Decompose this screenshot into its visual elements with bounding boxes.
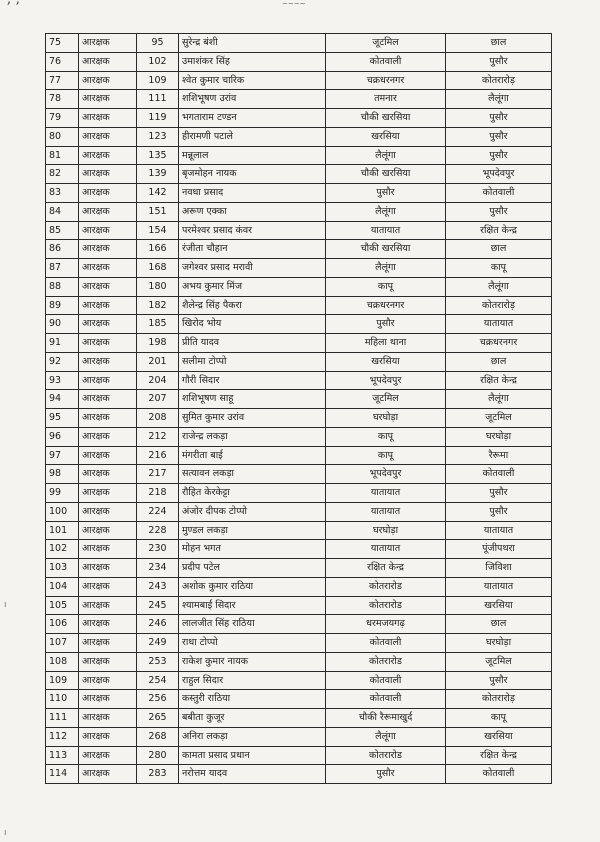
new-posting-cell: यातायात (446, 521, 552, 540)
rank-cell: आरक्षक (79, 577, 137, 596)
serial-number-cell: 84 (46, 202, 79, 221)
current-posting-cell: खरसिया (326, 352, 446, 371)
table-row (46, 146, 552, 165)
current-posting-cell: लैलूंगा (326, 727, 446, 746)
serial-number-cell: 98 (46, 465, 79, 484)
badge-number-cell: 109 (137, 71, 179, 90)
table-row (46, 502, 552, 521)
badge-number-cell: 217 (137, 465, 179, 484)
table-row (46, 371, 552, 390)
table-row (46, 484, 552, 503)
name-cell: मन्नूलाल (179, 146, 326, 165)
serial-number-cell: 104 (46, 577, 79, 596)
rank-cell: आरक्षक (79, 71, 137, 90)
current-posting-cell: लैलूंगा (326, 259, 446, 278)
serial-number-cell: 97 (46, 446, 79, 465)
new-posting-cell: पुसौर (446, 109, 552, 128)
new-posting-cell: चक्रधरनगर (446, 334, 552, 353)
badge-number-cell: 123 (137, 127, 179, 146)
badge-number-cell: 243 (137, 577, 179, 596)
current-posting-cell: तमनार (326, 90, 446, 109)
badge-number-cell: 166 (137, 240, 179, 259)
badge-number-cell: 234 (137, 559, 179, 578)
table-row (46, 127, 552, 146)
badge-number-cell: 246 (137, 615, 179, 634)
serial-number-cell: 103 (46, 559, 79, 578)
rank-cell: आरक्षक (79, 221, 137, 240)
table-row (46, 746, 552, 765)
table-row (46, 334, 552, 353)
serial-number-cell: 86 (46, 240, 79, 259)
serial-number-cell: 90 (46, 315, 79, 334)
name-cell: प्रदीप पटेल (179, 559, 326, 578)
table-row (46, 240, 552, 259)
badge-number-cell: 142 (137, 184, 179, 203)
current-posting-cell: चौकी खरसिया (326, 165, 446, 184)
rank-cell: आरक्षक (79, 259, 137, 278)
current-posting-cell: जूटमिल (326, 34, 446, 53)
name-cell: शैलेन्द्र सिंह पैकरा (179, 296, 326, 315)
current-posting-cell: भूपदेवपुर (326, 371, 446, 390)
serial-number-cell: 114 (46, 765, 79, 784)
table-row (46, 52, 552, 71)
rank-cell: आरक्षक (79, 596, 137, 615)
badge-number-cell: 224 (137, 502, 179, 521)
current-posting-cell: कापू (326, 427, 446, 446)
name-cell: रौहित केरकेट्टा (179, 484, 326, 503)
new-posting-cell: पुसौर (446, 484, 552, 503)
rank-cell: आरक्षक (79, 559, 137, 578)
table-row (46, 202, 552, 221)
new-posting-cell: रक्षित केन्द्र (446, 371, 552, 390)
table-row (46, 671, 552, 690)
name-cell: परमेश्वर प्रसाद कंवर (179, 221, 326, 240)
new-posting-cell: लैलूंगा (446, 390, 552, 409)
current-posting-cell: चक्रधरनगर (326, 71, 446, 90)
new-posting-cell: छाल (446, 615, 552, 634)
name-cell: श्यामबाई सिदार (179, 596, 326, 615)
name-cell: मोहन भगत (179, 540, 326, 559)
badge-number-cell: 111 (137, 90, 179, 109)
serial-number-cell: 83 (46, 184, 79, 203)
new-posting-cell: यातायात (446, 577, 552, 596)
rank-cell: आरक्षक (79, 521, 137, 540)
name-cell: सलीमा टोप्पो (179, 352, 326, 371)
table-row (46, 765, 552, 784)
rank-cell: आरक्षक (79, 465, 137, 484)
badge-number-cell: 151 (137, 202, 179, 221)
name-cell: खिरोद भोय (179, 315, 326, 334)
new-posting-cell: कोतरारोड़ (446, 71, 552, 90)
serial-number-cell: 80 (46, 127, 79, 146)
current-posting-cell: भूपदेवपुर (326, 465, 446, 484)
current-posting-cell: कोतवाली (326, 690, 446, 709)
serial-number-cell: 76 (46, 52, 79, 71)
name-cell: उमाशंकर सिंह (179, 52, 326, 71)
name-cell: सुरेन्द्र बंशी (179, 34, 326, 53)
new-posting-cell: पुसौर (446, 52, 552, 71)
serial-number-cell: 95 (46, 409, 79, 428)
new-posting-cell: पुसौर (446, 146, 552, 165)
name-cell: नवधा प्रसाद (179, 184, 326, 203)
table-row (46, 352, 552, 371)
new-posting-cell: रैरूमा (446, 446, 552, 465)
name-cell: अशोक कुमार राठिया (179, 577, 326, 596)
name-cell: सत्यावन लकड़ा (179, 465, 326, 484)
name-cell: भगताराम टण्डन (179, 109, 326, 128)
current-posting-cell: कोतरारोड (326, 746, 446, 765)
serial-number-cell: 75 (46, 34, 79, 53)
rank-cell: आरक्षक (79, 409, 137, 428)
rank-cell: आरक्षक (79, 371, 137, 390)
serial-number-cell: 102 (46, 540, 79, 559)
name-cell: लालजीत सिंह राठिया (179, 615, 326, 634)
rank-cell: आरक्षक (79, 652, 137, 671)
table-row (46, 521, 552, 540)
table-row (46, 109, 552, 128)
badge-number-cell: 216 (137, 446, 179, 465)
current-posting-cell: खरसिया (326, 127, 446, 146)
serial-number-cell: 78 (46, 90, 79, 109)
rank-cell: आरक्षक (79, 502, 137, 521)
page-edge-mark: ʼ ʼ (6, 0, 20, 16)
new-posting-cell: पुसौर (446, 127, 552, 146)
table-row (46, 690, 552, 709)
current-posting-cell: लैलूंगा (326, 146, 446, 165)
serial-number-cell: 110 (46, 690, 79, 709)
current-posting-cell: पुसौर (326, 184, 446, 203)
rank-cell: आरक्षक (79, 615, 137, 634)
serial-number-cell: 99 (46, 484, 79, 503)
new-posting-cell: रक्षित केन्द्र (446, 746, 552, 765)
current-posting-cell: कोतवाली (326, 52, 446, 71)
table-row (46, 427, 552, 446)
table-row (46, 465, 552, 484)
rank-cell: आरक्षक (79, 90, 137, 109)
table-row (46, 71, 552, 90)
table-row (46, 446, 552, 465)
badge-number-cell: 256 (137, 690, 179, 709)
new-posting-cell: कोतवाली (446, 465, 552, 484)
badge-number-cell: 102 (137, 52, 179, 71)
rank-cell: आरक्षक (79, 634, 137, 653)
badge-number-cell: 198 (137, 334, 179, 353)
current-posting-cell: जूटमिल (326, 390, 446, 409)
top-edge-mark: ~~~~ (282, 0, 306, 8)
rank-cell: आरक्षक (79, 34, 137, 53)
serial-number-cell: 111 (46, 709, 79, 728)
current-posting-cell: यातायात (326, 540, 446, 559)
margin-mark: ı (4, 828, 7, 838)
table-row (46, 315, 552, 334)
badge-number-cell: 201 (137, 352, 179, 371)
badge-number-cell: 212 (137, 427, 179, 446)
serial-number-cell: 88 (46, 277, 79, 296)
serial-number-cell: 105 (46, 596, 79, 615)
rank-cell: आरक्षक (79, 277, 137, 296)
badge-number-cell: 207 (137, 390, 179, 409)
new-posting-cell: रक्षित केन्द्र (446, 221, 552, 240)
rank-cell: आरक्षक (79, 127, 137, 146)
new-posting-cell: घरघोड़ा (446, 427, 552, 446)
new-posting-cell: छाल (446, 240, 552, 259)
name-cell: मंगरीता बाई (179, 446, 326, 465)
new-posting-cell: जूटमिल (446, 652, 552, 671)
current-posting-cell: घरघोड़ा (326, 409, 446, 428)
badge-number-cell: 180 (137, 277, 179, 296)
new-posting-cell: जूटमिल (446, 409, 552, 428)
badge-number-cell: 283 (137, 765, 179, 784)
name-cell: प्रीति यादव (179, 334, 326, 353)
current-posting-cell: कोतरारोड (326, 652, 446, 671)
rank-cell: आरक्षक (79, 671, 137, 690)
rank-cell: आरक्षक (79, 334, 137, 353)
serial-number-cell: 92 (46, 352, 79, 371)
current-posting-cell: धरमजयगढ़ (326, 615, 446, 634)
name-cell: राकेश कुमार नायक (179, 652, 326, 671)
serial-number-cell: 87 (46, 259, 79, 278)
new-posting-cell: पुसौर (446, 671, 552, 690)
transfer-table (45, 33, 552, 784)
current-posting-cell: यातायात (326, 221, 446, 240)
serial-number-cell: 79 (46, 109, 79, 128)
rank-cell: आरक्षक (79, 315, 137, 334)
current-posting-cell: यातायात (326, 502, 446, 521)
badge-number-cell: 268 (137, 727, 179, 746)
table-row (46, 277, 552, 296)
table-row (46, 390, 552, 409)
name-cell: शशिभूषण उरांव (179, 90, 326, 109)
badge-number-cell: 139 (137, 165, 179, 184)
badge-number-cell: 168 (137, 259, 179, 278)
rank-cell: आरक्षक (79, 352, 137, 371)
serial-number-cell: 113 (46, 746, 79, 765)
name-cell: अरूण एक्का (179, 202, 326, 221)
table-row (46, 90, 552, 109)
name-cell: नरोत्तम यादव (179, 765, 326, 784)
current-posting-cell: रक्षित केन्द्र (326, 559, 446, 578)
name-cell: जगेश्वर प्रसाद मरावी (179, 259, 326, 278)
name-cell: कस्तुरी राठिया (179, 690, 326, 709)
badge-number-cell: 254 (137, 671, 179, 690)
rank-cell: आरक्षक (79, 765, 137, 784)
rank-cell: आरक्षक (79, 296, 137, 315)
name-cell: श्वेत कुमार चारिक (179, 71, 326, 90)
current-posting-cell: कापू (326, 277, 446, 296)
current-posting-cell: कापू (326, 446, 446, 465)
new-posting-cell: यातायात (446, 315, 552, 334)
current-posting-cell: यातायात (326, 484, 446, 503)
new-posting-cell: पुसौर (446, 502, 552, 521)
badge-number-cell: 265 (137, 709, 179, 728)
rank-cell: आरक्षक (79, 746, 137, 765)
new-posting-cell: छाल (446, 34, 552, 53)
badge-number-cell: 280 (137, 746, 179, 765)
serial-number-cell: 100 (46, 502, 79, 521)
serial-number-cell: 108 (46, 652, 79, 671)
name-cell: बृजमोहन नायक (179, 165, 326, 184)
rank-cell: आरक्षक (79, 52, 137, 71)
current-posting-cell: कोतवाली (326, 671, 446, 690)
new-posting-cell: भूपदेवपुर (446, 165, 552, 184)
table-row (46, 709, 552, 728)
badge-number-cell: 218 (137, 484, 179, 503)
table-row (46, 634, 552, 653)
new-posting-cell: कोतवाली (446, 184, 552, 203)
badge-number-cell: 208 (137, 409, 179, 428)
name-cell: बबीता कुजूर (179, 709, 326, 728)
badge-number-cell: 245 (137, 596, 179, 615)
new-posting-cell: लैलूंगा (446, 90, 552, 109)
current-posting-cell: कोतरारोड (326, 596, 446, 615)
serial-number-cell: 77 (46, 71, 79, 90)
table-row (46, 221, 552, 240)
table-row (46, 165, 552, 184)
rank-cell: आरक्षक (79, 540, 137, 559)
name-cell: राहुल सिदार (179, 671, 326, 690)
badge-number-cell: 185 (137, 315, 179, 334)
rank-cell: आरक्षक (79, 690, 137, 709)
margin-mark: ı (4, 600, 7, 610)
name-cell: अनिरा लकड़ा (179, 727, 326, 746)
serial-number-cell: 81 (46, 146, 79, 165)
new-posting-cell: जिविशा (446, 559, 552, 578)
table-row (46, 540, 552, 559)
serial-number-cell: 85 (46, 221, 79, 240)
table-row (46, 34, 552, 53)
current-posting-cell: लैलूंगा (326, 202, 446, 221)
table-row (46, 559, 552, 578)
serial-number-cell: 93 (46, 371, 79, 390)
rank-cell: आरक्षक (79, 484, 137, 503)
rank-cell: आरक्षक (79, 240, 137, 259)
table-row (46, 727, 552, 746)
name-cell: राधा टोप्पो (179, 634, 326, 653)
rank-cell: आरक्षक (79, 146, 137, 165)
table-row (46, 652, 552, 671)
new-posting-cell: पुसौर (446, 202, 552, 221)
current-posting-cell: महिला थाना (326, 334, 446, 353)
serial-number-cell: 91 (46, 334, 79, 353)
serial-number-cell: 107 (46, 634, 79, 653)
serial-number-cell: 112 (46, 727, 79, 746)
name-cell: रंजीता चौहान (179, 240, 326, 259)
rank-cell: आरक्षक (79, 109, 137, 128)
table-row (46, 577, 552, 596)
badge-number-cell: 228 (137, 521, 179, 540)
name-cell: गौरी सिदार (179, 371, 326, 390)
new-posting-cell: कापू (446, 259, 552, 278)
new-posting-cell: पूंजीपथरा (446, 540, 552, 559)
serial-number-cell: 82 (46, 165, 79, 184)
serial-number-cell: 89 (46, 296, 79, 315)
badge-number-cell: 249 (137, 634, 179, 653)
name-cell: शशिभूषण साहू (179, 390, 326, 409)
table-row (46, 596, 552, 615)
table-row (46, 615, 552, 634)
current-posting-cell: चौकी खरसिया (326, 109, 446, 128)
rank-cell: आरक्षक (79, 727, 137, 746)
new-posting-cell: लैलूंगा (446, 277, 552, 296)
name-cell: राजेन्द्र लकड़ा (179, 427, 326, 446)
new-posting-cell: घरघोड़ा (446, 634, 552, 653)
name-cell: अंजोर दीपक टोप्पो (179, 502, 326, 521)
rank-cell: आरक्षक (79, 709, 137, 728)
serial-number-cell: 101 (46, 521, 79, 540)
new-posting-cell: कोतरारोड़ (446, 690, 552, 709)
current-posting-cell: कोतरारोड (326, 577, 446, 596)
current-posting-cell: घरघोड़ा (326, 521, 446, 540)
serial-number-cell: 94 (46, 390, 79, 409)
rank-cell: आरक्षक (79, 427, 137, 446)
current-posting-cell: चौकी रैरूमाखुर्द (326, 709, 446, 728)
rank-cell: आरक्षक (79, 446, 137, 465)
name-cell: मुण्डल लकड़ा (179, 521, 326, 540)
current-posting-cell: कोतवाली (326, 634, 446, 653)
name-cell: कामता प्रसाद प्रधान (179, 746, 326, 765)
table-row (46, 296, 552, 315)
badge-number-cell: 135 (137, 146, 179, 165)
current-posting-cell: चक्रधरनगर (326, 296, 446, 315)
serial-number-cell: 106 (46, 615, 79, 634)
badge-number-cell: 253 (137, 652, 179, 671)
rank-cell: आरक्षक (79, 202, 137, 221)
new-posting-cell: कापू (446, 709, 552, 728)
new-posting-cell: खरसिया (446, 596, 552, 615)
current-posting-cell: पुसौर (326, 315, 446, 334)
badge-number-cell: 182 (137, 296, 179, 315)
serial-number-cell: 109 (46, 671, 79, 690)
rank-cell: आरक्षक (79, 390, 137, 409)
rank-cell: आरक्षक (79, 165, 137, 184)
current-posting-cell: पुसौर (326, 765, 446, 784)
name-cell: सुमित कुमार उरांव (179, 409, 326, 428)
name-cell: हीरामणी पटाले (179, 127, 326, 146)
current-posting-cell: चौकी खरसिया (326, 240, 446, 259)
badge-number-cell: 204 (137, 371, 179, 390)
new-posting-cell: छाल (446, 352, 552, 371)
table-row (46, 184, 552, 203)
serial-number-cell: 96 (46, 427, 79, 446)
badge-number-cell: 119 (137, 109, 179, 128)
new-posting-cell: कोतरारोड़ (446, 296, 552, 315)
new-posting-cell: कोतवाली (446, 765, 552, 784)
table-row (46, 259, 552, 278)
rank-cell: आरक्षक (79, 184, 137, 203)
badge-number-cell: 95 (137, 34, 179, 53)
badge-number-cell: 154 (137, 221, 179, 240)
new-posting-cell: खरसिया (446, 727, 552, 746)
badge-number-cell: 230 (137, 540, 179, 559)
table-row (46, 409, 552, 428)
name-cell: अभय कुमार मिंज (179, 277, 326, 296)
transfer-table-body (46, 34, 552, 784)
